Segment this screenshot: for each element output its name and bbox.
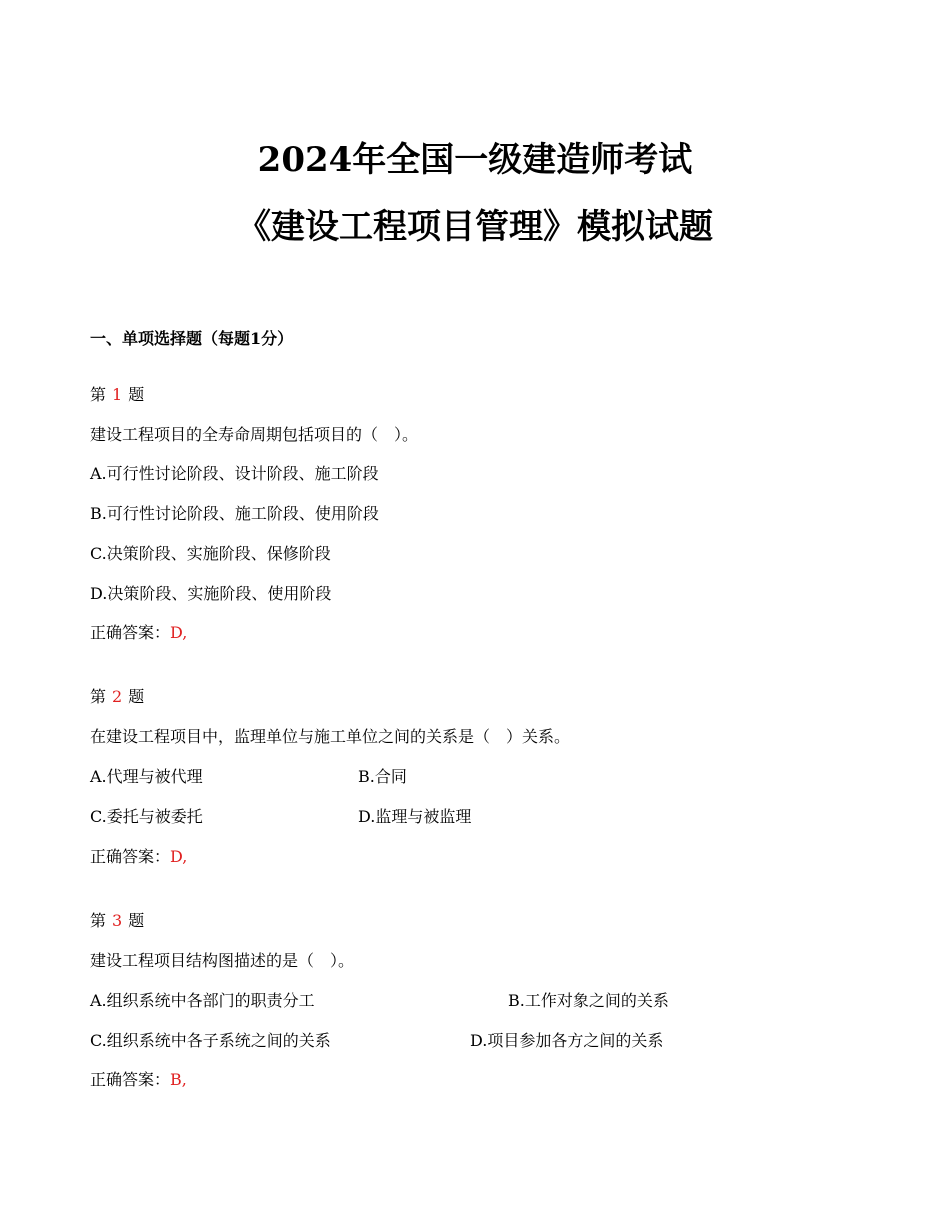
question-2-answer	[90, 846, 187, 868]
document-title-line1: 2024年全国一级建造师考试	[257, 140, 693, 180]
question-prefix: 第	[90, 911, 107, 930]
question-suffix: 题	[128, 911, 145, 930]
answer-label: 正确答案：	[90, 623, 171, 642]
question-3-header	[90, 910, 144, 932]
answer-value: D,	[170, 847, 188, 866]
question-number: 2	[112, 687, 123, 706]
question-3-answer	[90, 1069, 187, 1091]
question-2-stem: 在建设工程项目中，监理单位与施工单位之间的关系是（ ）关系。	[90, 727, 571, 746]
answer-label: 正确答案：	[90, 847, 171, 866]
question-2-option-b: B.合同	[358, 767, 407, 786]
answer-label: 正确答案：	[90, 1070, 171, 1089]
question-3-option-b: B.工作对象之间的关系	[508, 991, 669, 1010]
question-suffix: 题	[128, 385, 145, 404]
question-number: 3	[112, 911, 123, 930]
question-1-answer	[90, 622, 187, 644]
section-heading: 一、单项选择题（每题1分）	[90, 329, 294, 348]
question-1-option-c: C.决策阶段、实施阶段、保修阶段	[90, 544, 331, 563]
answer-value: D,	[170, 623, 188, 642]
question-suffix: 题	[128, 687, 145, 706]
question-2-option-d: D.监理与被监理	[358, 807, 472, 826]
question-1-option-d: D.决策阶段、实施阶段、使用阶段	[90, 584, 332, 603]
question-3-option-a: A.组织系统中各部门的职责分工	[90, 991, 315, 1010]
question-3-option-d: D.项目参加各方之间的关系	[470, 1031, 664, 1050]
question-2-header	[90, 686, 144, 708]
question-1-option-a: A.可行性讨论阶段、设计阶段、施工阶段	[90, 464, 379, 483]
question-2-option-c: C.委托与被委托	[90, 807, 203, 826]
question-3-option-c: C.组织系统中各子系统之间的关系	[90, 1031, 331, 1050]
document-title-line2: 《建设工程项目管理》模拟试题	[237, 207, 713, 247]
answer-value: B,	[170, 1070, 187, 1089]
question-3-stem: 建设工程项目结构图描述的是（ ）。	[90, 951, 355, 970]
question-number: 1	[112, 385, 123, 404]
question-prefix: 第	[90, 385, 107, 404]
question-prefix: 第	[90, 687, 107, 706]
question-1-option-b: B.可行性讨论阶段、施工阶段、使用阶段	[90, 504, 379, 523]
question-1-header	[90, 384, 144, 406]
question-1-stem: 建设工程项目的全寿命周期包括项目的（ ）。	[90, 425, 419, 444]
question-2-option-a: A.代理与被代理	[90, 767, 203, 786]
